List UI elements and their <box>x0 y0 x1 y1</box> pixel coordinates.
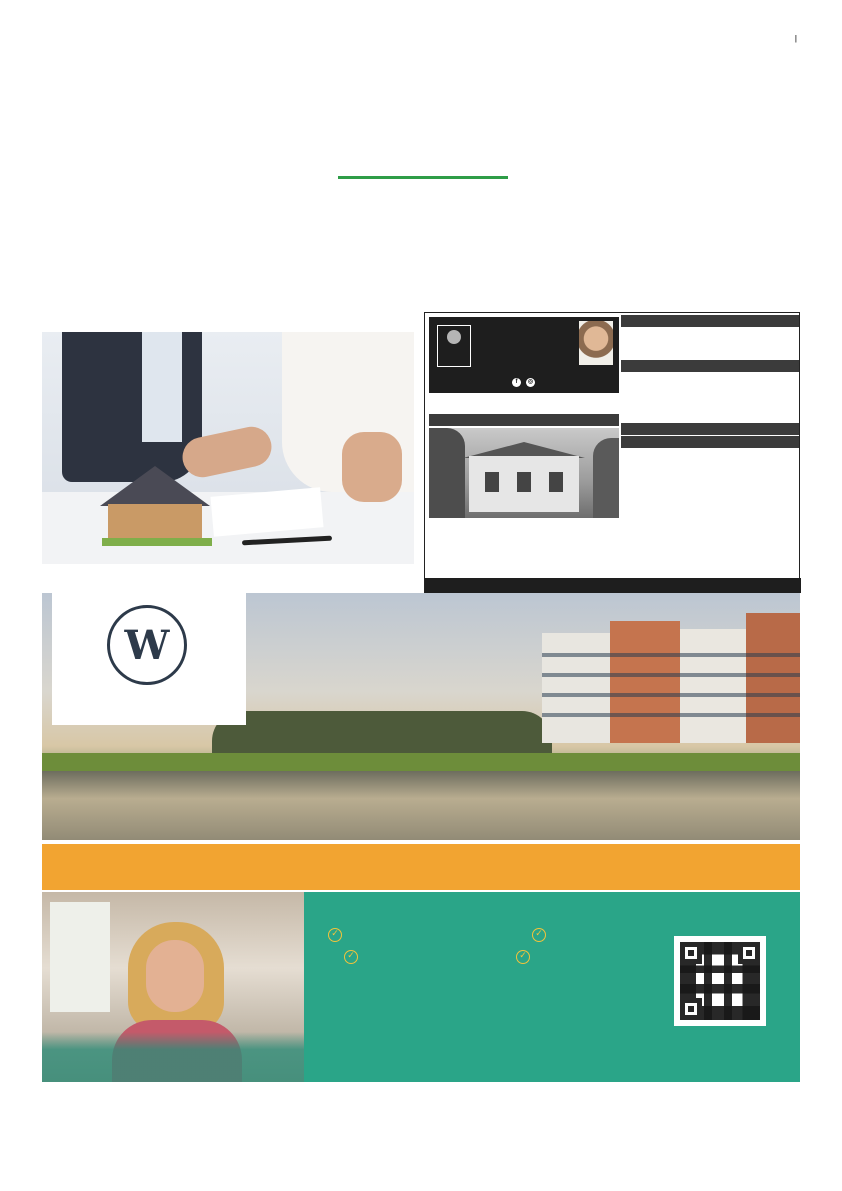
feature-panic-buttons <box>532 928 552 942</box>
listing-photo <box>429 428 619 518</box>
article-photo <box>42 332 414 564</box>
retirenow-logo[interactable] <box>626 1098 635 1134</box>
feature-frail-care <box>344 950 364 964</box>
sales-welma-bar <box>621 360 799 372</box>
publication-info: | <box>794 34 797 43</box>
sales-contact-bar <box>429 414 619 426</box>
waterkloof-info <box>42 892 800 1082</box>
feature-security <box>328 928 348 942</box>
qr-code[interactable] <box>674 936 766 1026</box>
rentals-leeann-bar <box>621 423 799 435</box>
check-icon: ✓ <box>516 950 530 964</box>
waterkloof-emblem-icon <box>107 605 187 685</box>
page-header <box>42 32 800 48</box>
rve-property-ad <box>424 312 800 593</box>
final-phase-banner <box>42 844 800 890</box>
rentals-penny-bar <box>621 436 799 448</box>
feature-home-care <box>516 950 536 964</box>
contact-strip <box>42 1084 800 1156</box>
check-icon: ✓ <box>532 928 546 942</box>
check-icon: ✓ <box>344 950 358 964</box>
agent-avatar <box>579 321 613 365</box>
rve-contact-box <box>429 317 619 393</box>
check-icon: ✓ <box>328 928 342 942</box>
pull-quote <box>338 176 508 244</box>
sales-ria-bar <box>621 315 799 327</box>
waterkloof-estate-photo <box>42 593 800 840</box>
rve-website-bar[interactable] <box>425 578 801 593</box>
model-house-icon <box>100 466 210 506</box>
instagram-icon: ◎ <box>527 378 534 385</box>
features-panel <box>304 892 800 1082</box>
waterkloof-logo <box>52 593 246 725</box>
facebook-icon: f <box>512 378 521 387</box>
rve-logo <box>437 325 471 367</box>
rve-socials <box>433 377 615 387</box>
